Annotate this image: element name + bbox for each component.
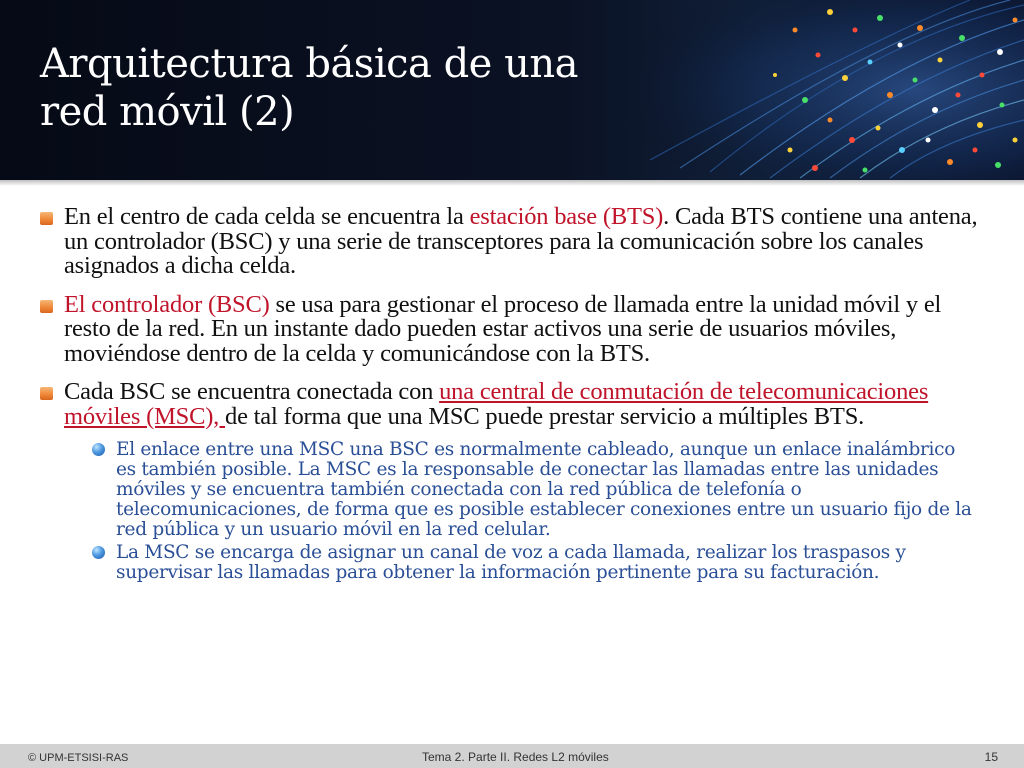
bullet-bts-highlight: estación base (BTS) — [469, 203, 664, 230]
bullet-msc-text-1: Cada BSC se encuentra conectada con — [64, 378, 440, 405]
footer-topic: Tema 2. Parte II. Redes L2 móviles — [422, 750, 609, 764]
bullet-msc — [40, 380, 980, 429]
bullet-bts-text-2: . Cada BTS contiene una antena, un controlador (BSC) y una serie de transceptores para la comunicación sobre los canales asignados a dicha celda. — [64, 203, 978, 279]
bullet-bsc-highlight: El controlador (BSC) — [64, 290, 270, 318]
title-line-2: red móvil (2) — [40, 89, 295, 135]
bullet-bts-text-1: En el centro de cada celda se encuentra la — [64, 203, 470, 230]
bullet-msc-text-2: de tal forma que una MSC puede prestar servicio a múltiples BTS. — [225, 402, 865, 430]
bullet-bsc — [40, 290, 980, 367]
footer-copyright: © UPM-ETSISI-RAS — [28, 752, 129, 764]
slide-content — [40, 205, 980, 589]
subbullet-msc-link — [92, 440, 980, 540]
bullet-bts — [40, 205, 980, 279]
header-shadow — [0, 180, 1024, 186]
bullet-marker-icon — [40, 387, 53, 400]
sub-bullet-marker-icon — [92, 546, 105, 559]
sub-bullet-marker-icon — [92, 443, 105, 456]
slide-header — [0, 0, 1024, 180]
bullet-marker-icon — [40, 300, 53, 313]
page-number: 15 — [984, 750, 998, 764]
msc-link[interactable]: una central de conmutación de telecomunicaciones móviles (MSC), — [64, 378, 929, 430]
bullet-bsc-text: se usa para gestionar el proceso de llamada entre la unidad móvil y el resto de la red. En un instante dado pueden estar activos una serie de usuarios móviles, moviéndose dentro de la celda y comunicándose con la BTS. — [64, 290, 942, 367]
fiber-optic-image — [590, 0, 1024, 180]
title-line-1: Arquitectura básica de una — [40, 41, 578, 87]
subbullet-msc-link-text: El enlace entre una MSC una BSC es normalmente cableado, aunque un enlace inalámbrico es también posible. La MSC es la responsable de conectar las llamadas entre las unidades móviles y se encuentra también conectada con la red pública de telefonía o telecomunicaciones, de forma que es posible establecer conexiones entre un usuario fijo de la red pública y un usuario móvil en la red celular. — [116, 439, 972, 540]
subbullet-msc-role — [92, 543, 980, 583]
subbullet-msc-role-text: La MSC se encarga de asignar un canal de voz a cada llamada, realizar los traspasos y supervisar las llamadas para obtener la información pertinente para su facturación. — [116, 542, 906, 583]
slide-title — [40, 40, 578, 136]
slide-footer — [0, 744, 1024, 768]
bullet-marker-icon — [40, 212, 53, 225]
